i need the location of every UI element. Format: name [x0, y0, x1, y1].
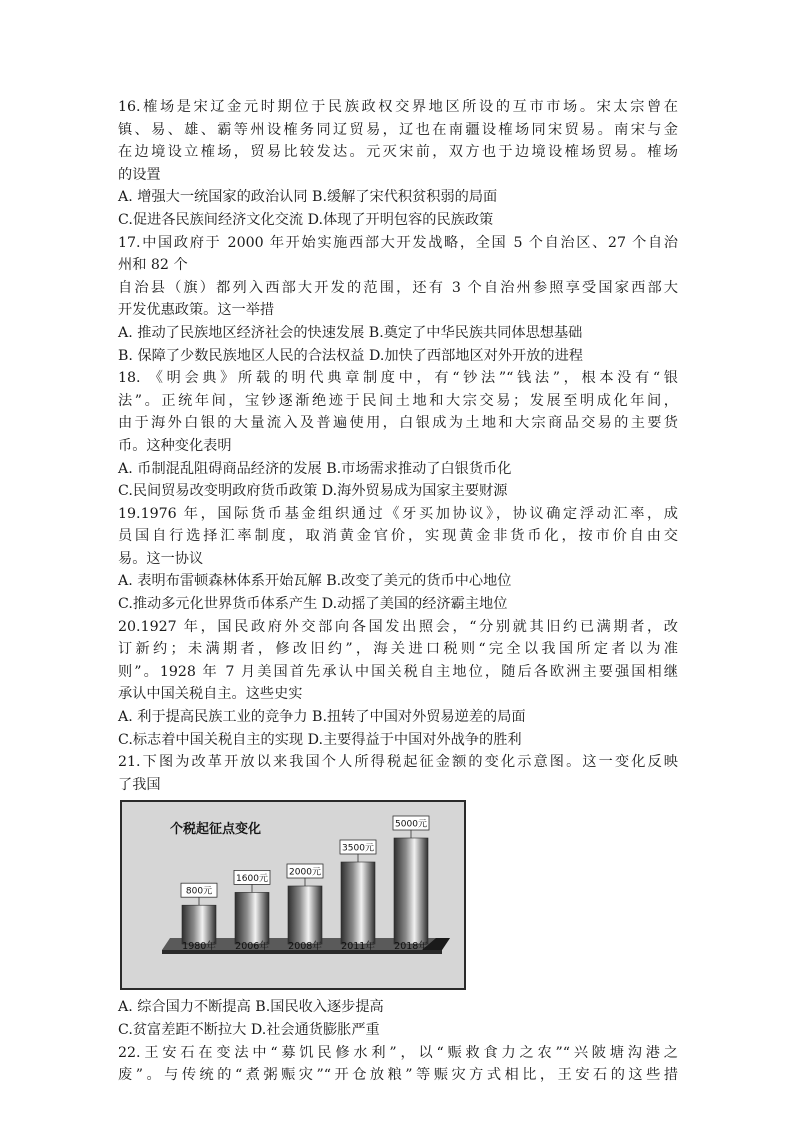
- text-line: C.民间贸易改变明政府货币政策 D.海外贸易成为国家主要财源: [118, 483, 508, 500]
- text-line: 废”。与传统的“煮粥赈灾”“开仓放粮”等赈灾方式相比，王安石的这些措: [118, 1067, 678, 1084]
- text-line: 了我国: [118, 776, 161, 793]
- text-line: A. 推动了民族地区经济社会的快速发展 B.奠定了中华民族共同体思想基础: [118, 324, 583, 341]
- text-line: 19.1976 年，国际货币基金组织通过《牙买加协议》，协议确定浮动汇率，成: [118, 505, 678, 522]
- chart-value-label: 1600元: [236, 874, 268, 885]
- text-line: 承认中国关税自主。这些史实: [118, 686, 303, 703]
- text-line: 16.榷场是宋辽金元时期位于民族政权交界地区所设的互市市场。宋太宗曾在: [118, 99, 678, 115]
- chart-category-label: 2008年: [288, 941, 322, 953]
- text-line: 订新约；未满期者，修改旧约”，海关进口税则“完全以我国所定者以为准: [118, 641, 678, 658]
- text-line: C.标志着中国关税自主的实现 D.主要得益于中国对外战争的胜利: [118, 731, 522, 748]
- text-line: 则”。1928 年 7 月美国首先承认中国关税自主地位，随后各欧洲主要强国相继: [118, 663, 678, 680]
- text-line: A. 币制混乱阻碍商品经济的发展 B.市场需求推动了白银货币化: [118, 460, 512, 477]
- question-text-block-after: [118, 996, 678, 1086]
- chart-value-label: 3500元: [342, 843, 374, 854]
- text-line: 18. 《明会典》所载的明代典章制度中，有“钞法”“钱法”，根本没有“银: [118, 370, 678, 387]
- text-line: 开发优惠政策。这一举措: [118, 302, 275, 319]
- chart-value-label: 800元: [185, 887, 213, 898]
- text-line: 镇、易、雄、霸等州设榷务同辽贸易，辽也在南疆设榷场同宋贸易。南宋与金: [118, 121, 678, 138]
- text-line: A. 利于提高民族工业的竞争力 B.扭转了中国对外贸易逆差的局面: [118, 709, 526, 726]
- text-line: 州和 82 个: [118, 257, 188, 274]
- chart-category-label: 2011年: [341, 941, 375, 953]
- text-line: 20.1927 年，国民政府外交部向各国发出照会，“分别就其旧约已满期者，改: [118, 618, 678, 635]
- text-line: 在边境设立榷场，贸易比较发达。元灭宋前，双方也于边境设榷场贸易。榷场: [118, 144, 678, 161]
- chart-value-label: 2000元: [289, 867, 321, 878]
- text-line: 法”。正统年间，宝钞逐渐绝迹于民间土地和大宗交易；发展至明成化年间，: [118, 392, 678, 409]
- text-line: 21.下图为改革开放以来我国个人所得税起征金额的变化示意图。这一变化反映: [118, 754, 678, 771]
- chart-category-label: 2006年: [235, 941, 269, 953]
- text-line: 币。这种变化表明: [118, 437, 232, 454]
- chart-category-label: 2018年: [394, 941, 428, 953]
- chart-bar: [288, 886, 322, 944]
- tax-threshold-chart: [120, 800, 466, 990]
- chart-bar: [235, 893, 269, 945]
- text-line: 由于海外白银的大量流入及普遍使用，白银成为土地和大宗商品交易的主要货: [118, 415, 678, 432]
- chart-bar: [341, 862, 375, 944]
- text-line: A. 增强大一统国家的政治认同 B.缓解了宋代积贫积弱的局面: [118, 189, 498, 206]
- chart-value-label: 5000元: [395, 819, 427, 830]
- text-line: 易。这一协议: [118, 550, 204, 567]
- text-line: 员国自行选择汇率制度，取消黄金官价，实现黄金非货币化，按市价自由交: [118, 528, 678, 545]
- text-line: 17.中国政府于 2000 年开始实施西部大开发战略，全国 5 个自治区、27 个自治: [118, 234, 678, 251]
- text-line: 的设置: [118, 166, 161, 183]
- text-line: C.促进各民族间经济文化交流 D.体现了开明包容的民族政策: [118, 211, 494, 228]
- question-text-block: [118, 96, 678, 796]
- text-line: C.贫富差距不断拉大 D.社会通货膨胀严重: [118, 1022, 380, 1038]
- chart-category-label: 1980年: [182, 941, 216, 953]
- text-line: 22.王安石在变法中“募饥民修水利”，以“赈救食力之农”“兴陂塘沟港之: [118, 1044, 678, 1061]
- text-line: C.推动多元化世界货币体系产生 D.动摇了美国的经济霸主地位: [118, 596, 508, 613]
- exam-page: [118, 96, 678, 1087]
- text-line: B. 保障了少数民族地区人民的合法权益 D.加快了西部地区对外开放的进程: [118, 347, 583, 364]
- text-line: A. 综合国力不断提高 B.国民收入逐步提高: [118, 999, 384, 1016]
- chart-title: 个税起征点变化: [170, 822, 262, 838]
- text-line: A. 表明布雷顿森林体系开始瓦解 B.改变了美元的货币中心地位: [118, 573, 512, 590]
- chart-bar: [182, 906, 216, 945]
- text-line: 自治县（旗）都列入西部大开发的范围，还有 3 个自治州参照享受国家西部大: [118, 279, 678, 296]
- chart-bar: [394, 838, 428, 944]
